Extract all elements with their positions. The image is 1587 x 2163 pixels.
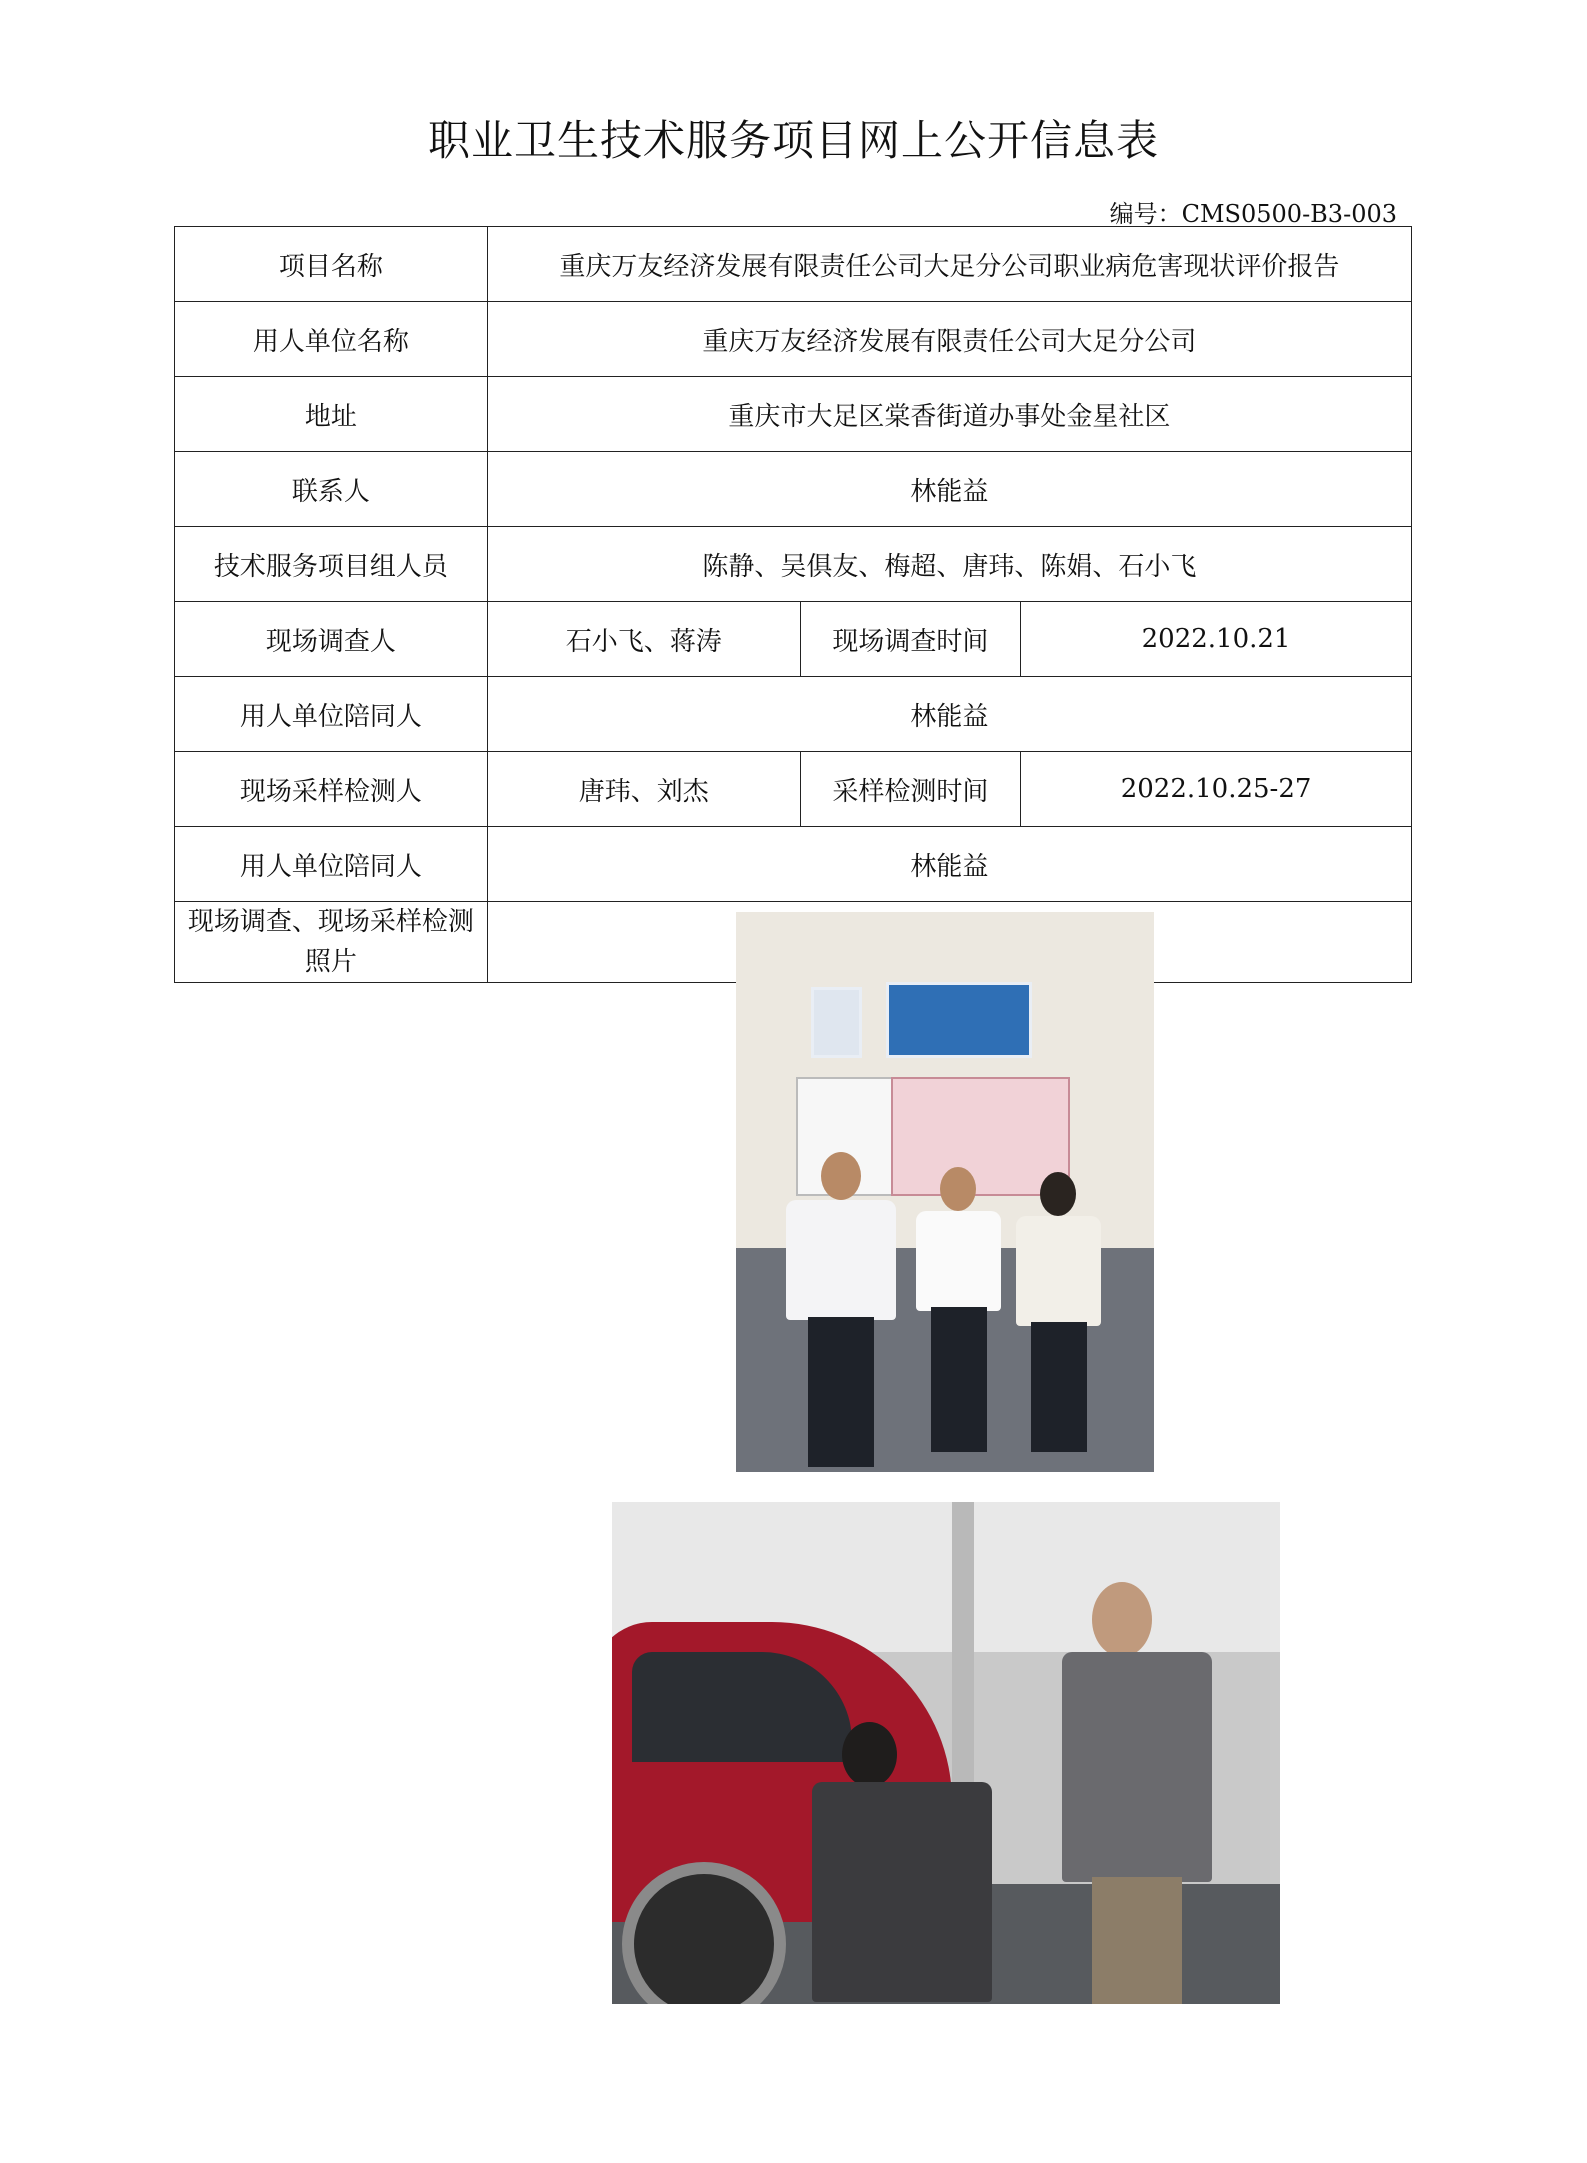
label-contact: 联系人 bbox=[175, 452, 488, 527]
value-survey-escort: 林能益 bbox=[487, 677, 1411, 752]
label-survey-escort: 用人单位陪同人 bbox=[175, 677, 488, 752]
person-crouching bbox=[812, 1722, 992, 2004]
document-title: 职业卫生技术服务项目网上公开信息表 bbox=[427, 116, 1159, 165]
row-survey-escort bbox=[175, 677, 1412, 752]
label-address: 地址 bbox=[175, 377, 488, 452]
sampling-photo bbox=[612, 1502, 1280, 2004]
row-sampling bbox=[175, 752, 1412, 827]
notice-board-blue bbox=[886, 982, 1032, 1058]
row-employer-name bbox=[175, 302, 1412, 377]
survey-group-photo bbox=[736, 912, 1154, 1472]
notice-board-small bbox=[811, 987, 862, 1058]
row-team bbox=[175, 527, 1412, 602]
person-left bbox=[786, 1152, 896, 1472]
value-address: 重庆市大足区棠香街道办事处金星社区 bbox=[487, 377, 1411, 452]
label-photos: 现场调查、现场采样检测照片 bbox=[175, 902, 488, 983]
value-sampling-time: 2022.10.25-27 bbox=[1021, 752, 1412, 827]
label-sampling-escort: 用人单位陪同人 bbox=[175, 827, 488, 902]
photos-cell bbox=[487, 902, 1411, 983]
label-survey: 现场调查人 bbox=[175, 602, 488, 677]
person-right bbox=[1016, 1172, 1101, 1457]
row-contact bbox=[175, 452, 1412, 527]
row-sampling-escort bbox=[175, 827, 1412, 902]
label-employer-name: 用人单位名称 bbox=[175, 302, 488, 377]
person-middle bbox=[916, 1167, 1001, 1457]
label-sampling: 现场采样检测人 bbox=[175, 752, 488, 827]
value-project-name: 重庆万友经济发展有限责任公司大足分公司职业病危害现状评价报告 bbox=[487, 227, 1411, 302]
row-address bbox=[175, 377, 1412, 452]
info-table bbox=[174, 226, 1412, 983]
value-employer-name: 重庆万友经济发展有限责任公司大足分公司 bbox=[487, 302, 1411, 377]
row-project-name bbox=[175, 227, 1412, 302]
document-number: 编号：CMS0500-B3-003 bbox=[1109, 200, 1397, 228]
value-sampling-escort: 林能益 bbox=[487, 827, 1411, 902]
label-survey-time: 现场调查时间 bbox=[800, 602, 1020, 677]
label-team: 技术服务项目组人员 bbox=[175, 527, 488, 602]
value-sampling: 唐玮、刘杰 bbox=[487, 752, 800, 827]
value-survey: 石小飞、蒋涛 bbox=[487, 602, 800, 677]
row-photos bbox=[175, 902, 1412, 983]
value-survey-time: 2022.10.21 bbox=[1021, 602, 1412, 677]
person-standing bbox=[1062, 1582, 1212, 2004]
row-survey bbox=[175, 602, 1412, 677]
value-contact: 林能益 bbox=[487, 452, 1411, 527]
value-team: 陈静、吴俱友、梅超、唐玮、陈娟、石小飞 bbox=[487, 527, 1411, 602]
label-sampling-time: 采样检测时间 bbox=[800, 752, 1020, 827]
label-project-name: 项目名称 bbox=[175, 227, 488, 302]
